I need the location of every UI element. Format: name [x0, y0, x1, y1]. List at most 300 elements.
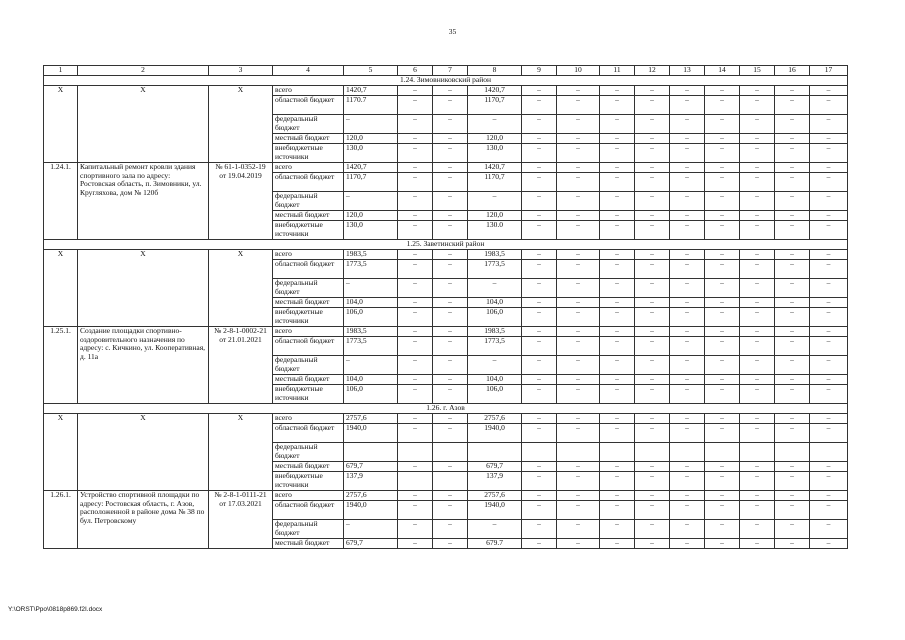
value-col10: –	[557, 327, 600, 337]
value-col16: –	[775, 491, 810, 501]
value-col9: –	[522, 96, 557, 115]
funding-source: областной бюджет	[273, 96, 344, 115]
value-col9: –	[522, 308, 557, 327]
value-col5: 679,7	[344, 462, 398, 472]
value-col5: 679,7	[344, 539, 398, 549]
value-col15: –	[740, 539, 775, 549]
value-col6: –	[398, 163, 433, 173]
value-col13: –	[670, 308, 705, 327]
value-col8	[468, 443, 522, 462]
value-col17: –	[810, 115, 848, 134]
value-col9: –	[522, 260, 557, 279]
value-col5: –	[344, 115, 398, 134]
value-col15: –	[740, 279, 775, 298]
value-col17: –	[810, 260, 848, 279]
value-col10: –	[557, 163, 600, 173]
value-col17: –	[810, 491, 848, 501]
value-col14: –	[705, 337, 740, 356]
value-col6: –	[398, 414, 433, 424]
value-col12: –	[635, 192, 670, 211]
value-col9: –	[522, 462, 557, 472]
funding-source: всего	[273, 250, 344, 260]
value-col10: –	[557, 86, 600, 96]
value-col12	[635, 443, 670, 462]
value-col16: –	[775, 86, 810, 96]
value-col5: –	[344, 520, 398, 539]
value-col15: –	[740, 260, 775, 279]
value-col11: –	[600, 260, 635, 279]
value-col15: –	[740, 192, 775, 211]
value-col15: –	[740, 250, 775, 260]
value-col11: –	[600, 462, 635, 472]
value-col9: –	[522, 163, 557, 173]
value-col9: –	[522, 356, 557, 375]
value-col17: –	[810, 539, 848, 549]
value-col15: –	[740, 520, 775, 539]
value-col7: –	[433, 192, 468, 211]
value-col15: –	[740, 327, 775, 337]
value-col17: –	[810, 501, 848, 520]
value-col15: –	[740, 472, 775, 491]
value-col6: –	[398, 424, 433, 443]
value-col6: –	[398, 192, 433, 211]
value-col9: –	[522, 327, 557, 337]
funding-source: федеральный бюджет	[273, 520, 344, 539]
value-col15: –	[740, 308, 775, 327]
value-col11: –	[600, 279, 635, 298]
value-col12: –	[635, 86, 670, 96]
value-col11: –	[600, 424, 635, 443]
value-col5: 2757,6	[344, 414, 398, 424]
value-col14: –	[705, 356, 740, 375]
value-col14: –	[705, 144, 740, 163]
value-col9: –	[522, 539, 557, 549]
value-col15: –	[740, 115, 775, 134]
value-col9: –	[522, 385, 557, 404]
value-col13: –	[670, 144, 705, 163]
value-col8: 120,0	[468, 134, 522, 144]
value-col5: 130,0	[344, 221, 398, 240]
value-col14: –	[705, 385, 740, 404]
value-col15: –	[740, 462, 775, 472]
value-col15: –	[740, 501, 775, 520]
value-col8: 120,0	[468, 211, 522, 221]
value-col6: –	[398, 115, 433, 134]
section-title: 1.24. Зимовниковский район	[44, 76, 848, 86]
funding-source: местный бюджет	[273, 539, 344, 549]
value-col11: –	[600, 221, 635, 240]
value-col13: –	[670, 414, 705, 424]
value-col5: 1773,5	[344, 337, 398, 356]
value-col15: –	[740, 337, 775, 356]
value-col12: –	[635, 539, 670, 549]
value-col9: –	[522, 424, 557, 443]
value-col14: –	[705, 211, 740, 221]
value-col8: 1983,5	[468, 327, 522, 337]
value-col17: –	[810, 173, 848, 192]
value-col6: –	[398, 501, 433, 520]
value-col8: –	[468, 279, 522, 298]
value-col12: –	[635, 520, 670, 539]
value-col14: –	[705, 491, 740, 501]
column-number: 9	[522, 66, 557, 76]
value-col15: –	[740, 134, 775, 144]
value-col16: –	[775, 221, 810, 240]
value-col8: 1420,7	[468, 86, 522, 96]
value-col7: –	[433, 356, 468, 375]
value-col7: –	[433, 134, 468, 144]
value-col6	[398, 472, 433, 491]
value-col5: 1940,0	[344, 424, 398, 443]
value-col15: –	[740, 491, 775, 501]
value-col11: –	[600, 375, 635, 385]
value-col12: –	[635, 211, 670, 221]
value-col5: 1170.7	[344, 96, 398, 115]
item-code: 1.26.1.	[44, 491, 78, 549]
funding-source: всего	[273, 163, 344, 173]
value-col14: –	[705, 327, 740, 337]
value-col11: –	[600, 211, 635, 221]
value-col14: –	[705, 279, 740, 298]
table-body	[44, 66, 848, 549]
value-col14: –	[705, 375, 740, 385]
value-col8: –	[468, 115, 522, 134]
value-col12: –	[635, 385, 670, 404]
value-col10: –	[557, 173, 600, 192]
value-col7: –	[433, 539, 468, 549]
value-col7: –	[433, 144, 468, 163]
value-col10: –	[557, 337, 600, 356]
document-ref: № 2-8-1-0002-21 от 21.01.2021	[209, 327, 273, 404]
funding-source: федеральный бюджет	[273, 279, 344, 298]
item-name: Создание площадки спортивно-оздоровительного назначения по адресу: с. Кичкино, ул. Кооперативная, д. 11а	[78, 327, 209, 404]
value-col12: –	[635, 501, 670, 520]
column-number: 10	[557, 66, 600, 76]
value-col12: –	[635, 298, 670, 308]
value-col16: –	[775, 337, 810, 356]
value-col17: –	[810, 144, 848, 163]
value-col15: –	[740, 86, 775, 96]
value-col12: –	[635, 260, 670, 279]
value-col17: –	[810, 356, 848, 375]
value-col17: –	[810, 414, 848, 424]
funding-source: областной бюджет	[273, 260, 344, 279]
value-col17: –	[810, 375, 848, 385]
value-col7: –	[433, 375, 468, 385]
value-col6: –	[398, 211, 433, 221]
value-col15: –	[740, 173, 775, 192]
value-col16: –	[775, 375, 810, 385]
value-col17	[810, 443, 848, 462]
value-col17: –	[810, 337, 848, 356]
value-col14: –	[705, 250, 740, 260]
funding-source: областной бюджет	[273, 501, 344, 520]
value-col5: 1983,5	[344, 327, 398, 337]
value-col7: –	[433, 221, 468, 240]
value-col13: –	[670, 501, 705, 520]
value-col12: –	[635, 279, 670, 298]
value-col13: –	[670, 424, 705, 443]
value-col17: –	[810, 298, 848, 308]
value-col11: –	[600, 173, 635, 192]
value-col16: –	[775, 539, 810, 549]
value-col5: 104,0	[344, 375, 398, 385]
value-col9: –	[522, 501, 557, 520]
section-row	[44, 404, 848, 414]
value-col9: –	[522, 134, 557, 144]
value-col11: –	[600, 86, 635, 96]
column-number: 2	[78, 66, 209, 76]
value-col13: –	[670, 86, 705, 96]
value-col8: 1983,5	[468, 250, 522, 260]
document-ref: № 61-1-0352-19 от 19.04.2019	[209, 163, 273, 240]
value-col10: –	[557, 385, 600, 404]
value-col10: –	[557, 539, 600, 549]
page-number: 35	[448, 27, 457, 36]
value-col13: –	[670, 221, 705, 240]
value-col6: –	[398, 491, 433, 501]
value-col14: –	[705, 424, 740, 443]
value-col13: –	[670, 375, 705, 385]
value-col8: 1170,7	[468, 96, 522, 115]
file-path-footer: Y:\ORST\Ppo\0818p869.f2I.docx	[8, 606, 103, 613]
value-col8: 1940,0	[468, 501, 522, 520]
value-col9: –	[522, 86, 557, 96]
value-col15: –	[740, 424, 775, 443]
value-col17: –	[810, 96, 848, 115]
funding-source: федеральный бюджет	[273, 192, 344, 211]
value-col12: –	[635, 375, 670, 385]
funding-source: местный бюджет	[273, 298, 344, 308]
value-col16: –	[775, 356, 810, 375]
value-col13: –	[670, 96, 705, 115]
item-name: X	[78, 414, 209, 491]
funding-source: областной бюджет	[273, 424, 344, 443]
funding-source: всего	[273, 491, 344, 501]
value-col10: –	[557, 414, 600, 424]
value-col17: –	[810, 192, 848, 211]
funding-source: областной бюджет	[273, 337, 344, 356]
value-col14: –	[705, 96, 740, 115]
value-col14: –	[705, 308, 740, 327]
value-col15: –	[740, 385, 775, 404]
value-col7: –	[433, 96, 468, 115]
value-col7: –	[433, 424, 468, 443]
value-col5: –	[344, 356, 398, 375]
value-col12: –	[635, 472, 670, 491]
value-col5: –	[344, 192, 398, 211]
value-col10: –	[557, 260, 600, 279]
value-col5: 1420,7	[344, 163, 398, 173]
value-col8: 1420,7	[468, 163, 522, 173]
value-col7: –	[433, 86, 468, 96]
value-col12: –	[635, 491, 670, 501]
value-col11	[600, 443, 635, 462]
item-code: 1.25.1.	[44, 327, 78, 404]
value-col9: –	[522, 375, 557, 385]
value-col9: –	[522, 192, 557, 211]
value-col9: –	[522, 472, 557, 491]
value-col12: –	[635, 134, 670, 144]
item-code: X	[44, 414, 78, 491]
value-col5: 120,0	[344, 211, 398, 221]
value-col7: –	[433, 211, 468, 221]
value-col7: –	[433, 337, 468, 356]
value-col11: –	[600, 491, 635, 501]
value-col9: –	[522, 414, 557, 424]
value-col17: –	[810, 163, 848, 173]
value-col14: –	[705, 501, 740, 520]
value-col7	[433, 443, 468, 462]
value-col11: –	[600, 356, 635, 375]
value-col12: –	[635, 115, 670, 134]
value-col10: –	[557, 192, 600, 211]
value-col13: –	[670, 115, 705, 134]
value-col16: –	[775, 472, 810, 491]
value-col11: –	[600, 539, 635, 549]
value-col9: –	[522, 337, 557, 356]
value-col9: –	[522, 221, 557, 240]
value-col13: –	[670, 356, 705, 375]
funding-source: всего	[273, 86, 344, 96]
value-col15: –	[740, 163, 775, 173]
value-col16: –	[775, 192, 810, 211]
value-col12: –	[635, 327, 670, 337]
item-code: 1.24.1.	[44, 163, 78, 240]
value-col9: –	[522, 211, 557, 221]
value-col15: –	[740, 211, 775, 221]
value-col10: –	[557, 462, 600, 472]
value-col17: –	[810, 327, 848, 337]
value-col6: –	[398, 337, 433, 356]
value-col6: –	[398, 86, 433, 96]
value-col16: –	[775, 115, 810, 134]
value-col11: –	[600, 385, 635, 404]
value-col16: –	[775, 414, 810, 424]
value-col7: –	[433, 298, 468, 308]
value-col16: –	[775, 173, 810, 192]
value-col13: –	[670, 520, 705, 539]
value-col7: –	[433, 173, 468, 192]
value-col7: –	[433, 491, 468, 501]
value-col13: –	[670, 385, 705, 404]
value-col14: –	[705, 173, 740, 192]
column-number: 6	[398, 66, 433, 76]
value-col17: –	[810, 424, 848, 443]
column-number: 13	[670, 66, 705, 76]
value-col7: –	[433, 279, 468, 298]
value-col15: –	[740, 144, 775, 163]
value-col6: –	[398, 462, 433, 472]
value-col14: –	[705, 298, 740, 308]
column-number: 17	[810, 66, 848, 76]
value-col6: –	[398, 308, 433, 327]
value-col5: 1170,7	[344, 173, 398, 192]
funding-source: областной бюджет	[273, 173, 344, 192]
value-col8: 1170,7	[468, 173, 522, 192]
value-col12: –	[635, 337, 670, 356]
value-col7: –	[433, 260, 468, 279]
value-col10: –	[557, 96, 600, 115]
value-col8: 106,0	[468, 308, 522, 327]
table-row	[44, 414, 848, 424]
document-ref: X	[209, 250, 273, 327]
value-col16	[775, 443, 810, 462]
column-number: 16	[775, 66, 810, 76]
value-col13: –	[670, 173, 705, 192]
funding-source: всего	[273, 327, 344, 337]
value-col6: –	[398, 327, 433, 337]
value-col17: –	[810, 279, 848, 298]
value-col6: –	[398, 134, 433, 144]
value-col5: 1940,0	[344, 501, 398, 520]
value-col13: –	[670, 298, 705, 308]
value-col7: –	[433, 327, 468, 337]
value-col12: –	[635, 250, 670, 260]
value-col11: –	[600, 472, 635, 491]
budget-table	[43, 65, 848, 549]
value-col15	[740, 443, 775, 462]
value-col14: –	[705, 520, 740, 539]
value-col8: 2757,6	[468, 491, 522, 501]
value-col15: –	[740, 414, 775, 424]
value-col10	[557, 443, 600, 462]
value-col13: –	[670, 327, 705, 337]
value-col9	[522, 443, 557, 462]
value-col7: –	[433, 115, 468, 134]
value-col12: –	[635, 144, 670, 163]
value-col10: –	[557, 115, 600, 134]
value-col8: 137,9	[468, 472, 522, 491]
funding-source: местный бюджет	[273, 375, 344, 385]
value-col13: –	[670, 279, 705, 298]
table-row	[44, 86, 848, 96]
value-col11: –	[600, 96, 635, 115]
item-code: X	[44, 86, 78, 163]
value-col13: –	[670, 134, 705, 144]
value-col16: –	[775, 462, 810, 472]
value-col11: –	[600, 327, 635, 337]
value-col14: –	[705, 86, 740, 96]
value-col11: –	[600, 298, 635, 308]
column-number: 7	[433, 66, 468, 76]
funding-source: внебюджетные источники	[273, 144, 344, 163]
value-col12: –	[635, 424, 670, 443]
value-col15: –	[740, 96, 775, 115]
value-col10: –	[557, 501, 600, 520]
value-col5: 1983,5	[344, 250, 398, 260]
value-col10: –	[557, 279, 600, 298]
section-title: 1.26. г. Азов	[44, 404, 848, 414]
value-col10: –	[557, 308, 600, 327]
value-col9: –	[522, 173, 557, 192]
section-row	[44, 76, 848, 86]
value-col6: –	[398, 144, 433, 163]
funding-source: внебюджетные источники	[273, 385, 344, 404]
value-col12: –	[635, 356, 670, 375]
value-col6: –	[398, 173, 433, 192]
value-col15: –	[740, 356, 775, 375]
value-col14: –	[705, 539, 740, 549]
value-col10: –	[557, 472, 600, 491]
column-number: 4	[273, 66, 344, 76]
value-col11: –	[600, 163, 635, 173]
value-col11: –	[600, 308, 635, 327]
column-number: 11	[600, 66, 635, 76]
value-col10: –	[557, 221, 600, 240]
value-col11: –	[600, 337, 635, 356]
value-col17: –	[810, 211, 848, 221]
